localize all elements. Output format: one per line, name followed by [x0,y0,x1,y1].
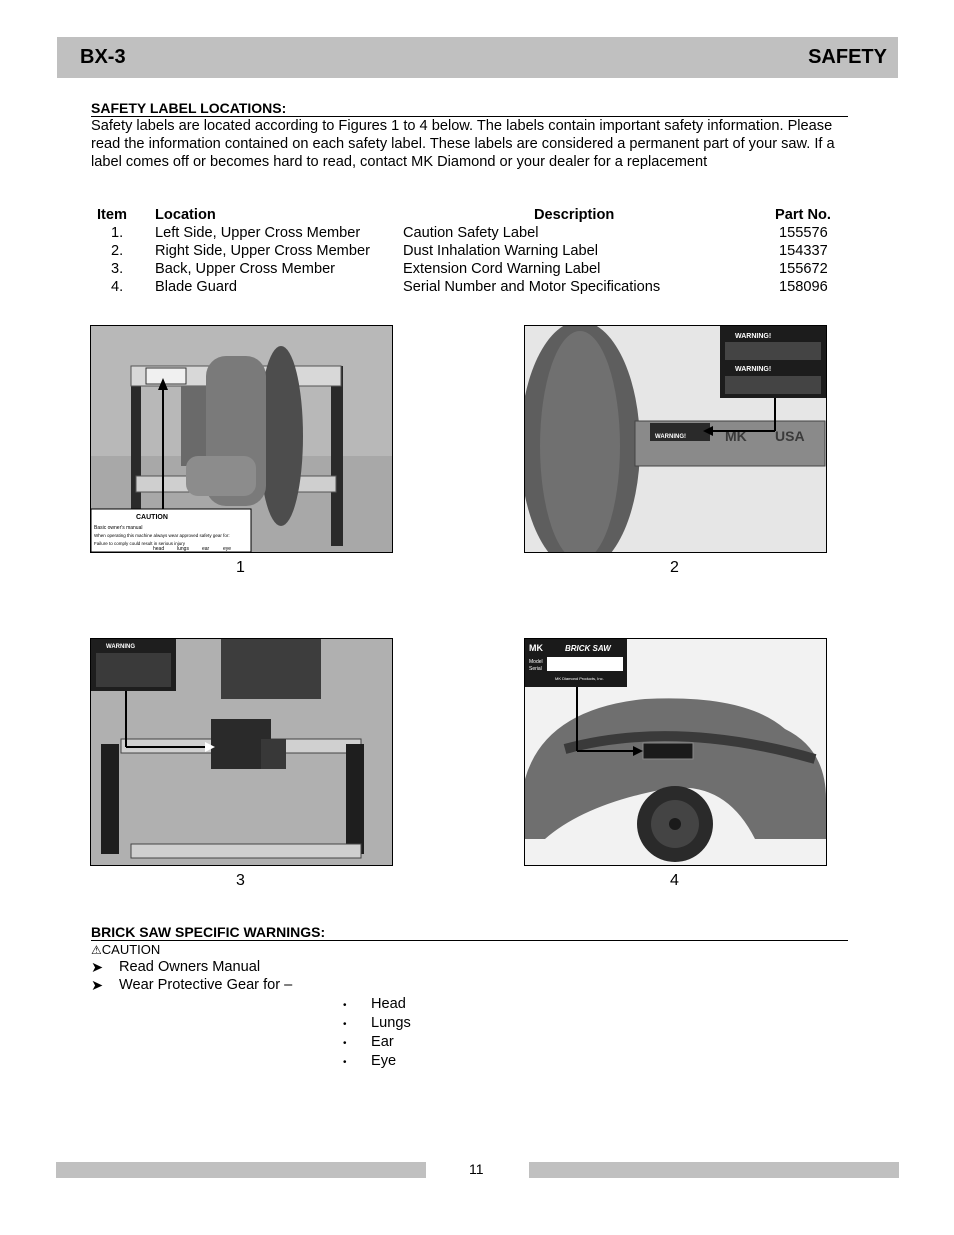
table-col-location [155,224,370,296]
table-header-part: Part No. [775,207,831,223]
table-cell: 158096 [779,279,828,295]
figure-1-gear-instruction: When operating this machine always wear approved safety gear for: [94,533,230,538]
figure-1-failure-text: Failure to comply could result in serious injury [94,541,186,546]
caution-text: CAUTION [101,942,161,957]
figure-2-photo [524,325,827,553]
table-cell: Blade Guard [155,279,237,295]
table-cell: 155576 [779,225,828,241]
safety-label-locations-heading: SAFETY LABEL LOCATIONS: [91,100,848,117]
header-section-title: SAFETY [808,46,887,68]
footer-bar-right [529,1162,899,1178]
figure-1-caution-text: CAUTION [136,514,168,521]
table-cell: 155672 [779,261,828,277]
gear-list-item [343,996,406,1012]
arrow-bullet-icon: ➤ [91,960,104,976]
table-header-location: Location [155,207,216,223]
figure-2-number: 2 [670,559,679,576]
table-cell: 4. [111,279,124,295]
dot-bullet-icon: • [343,1000,347,1011]
figure-4-mk-logo: MK [529,643,543,653]
caution-label [91,942,160,957]
header-bar [57,37,898,78]
figure-1-number: 1 [236,559,245,576]
figure-1-basic-text: Basic owner's manual [94,525,143,531]
figure-4-number: 4 [670,872,679,889]
gear-item-text: Eye [371,1053,397,1069]
gear-list-item [343,1034,394,1050]
figure-1-gear-head: head [153,546,165,552]
dot-bullet-icon: • [343,1019,347,1030]
warning-triangle-icon: ⚠ [91,943,102,957]
table-col-part [779,224,828,296]
figure-1-gear-eye: eye [223,546,232,552]
figure-3-number: 3 [236,872,245,889]
list-item-text: Read Owners Manual [119,959,261,975]
table-cell: Serial Number and Motor Specifications [403,279,661,295]
table-cell: 2. [111,243,124,259]
table-header-item: Item [97,207,128,223]
figure-2-label-warning-2: WARNING! [735,366,772,373]
figure-4-photo [524,638,827,866]
figure-1-gear-ear: ear [202,546,210,552]
dot-bullet-icon: • [343,1038,347,1049]
figure-4-product-name: BRICK SAW [565,644,611,653]
gear-item-text: Ear [371,1034,394,1050]
figure-4-company-text: MK Diamond Products, Inc. [555,676,604,681]
table-cell: 3. [111,261,124,277]
table-cell: Dust Inhalation Warning Label [403,243,598,259]
table-col-description [403,224,660,296]
table-cell: Caution Safety Label [403,225,539,241]
figure-4-serial-label: Serial [529,666,542,672]
arrow-bullet-icon: ➤ [91,978,104,994]
table-cell: 1. [111,225,124,241]
gear-item-text: Head [371,996,406,1012]
table-cell: Left Side, Upper Cross Member [155,225,361,241]
table-cell: Right Side, Upper Cross Member [155,243,370,259]
header-model: BX-3 [80,46,126,68]
table-col-item [111,224,123,296]
figure-1-illustration [91,326,392,552]
dot-bullet-icon: • [343,1057,347,1068]
figure-4-illustration [525,639,826,865]
brick-saw-warnings-heading: BRICK SAW SPECIFIC WARNINGS: [91,924,848,941]
gear-list-item [343,1053,397,1069]
table-cell: Back, Upper Cross Member [155,261,336,277]
figure-2-label-warning-1: WARNING! [735,333,772,340]
figure-3-warning-text: WARNING [106,644,135,650]
figure-3-illustration [91,639,392,865]
figure-1-photo [90,325,393,553]
safety-label-paragraph: Safety labels are located according to Figures 1 to 4 below. The labels contain important safety information. Please read the information contained on each safety label. These labels are considered a permanent part of your saw. If a label comes off or becomes hard to read, contact MK Diamond or your dealer for a replacement [91,118,835,170]
list-item [91,959,261,976]
table-cell: 154337 [779,243,828,259]
figure-4-model-label: Model [529,659,543,665]
figure-2-illustration [525,326,826,552]
figure-2-label-warning-small: WARNING! [655,434,686,440]
table-header-description: Description [534,207,615,223]
gear-list-item [343,1015,411,1031]
figure-2-usa-text: USA [775,428,805,444]
footer-bar-left [56,1162,426,1178]
figure-2-mk-logo: MK [725,428,747,444]
list-item [91,977,293,994]
gear-item-text: Lungs [371,1015,411,1031]
list-item-text: Wear Protective Gear for – [119,977,293,993]
figure-1-gear-lungs: lungs [177,546,189,552]
table-cell: Extension Cord Warning Label [403,261,601,277]
figure-3-photo [90,638,393,866]
page-number: 11 [469,1161,484,1177]
